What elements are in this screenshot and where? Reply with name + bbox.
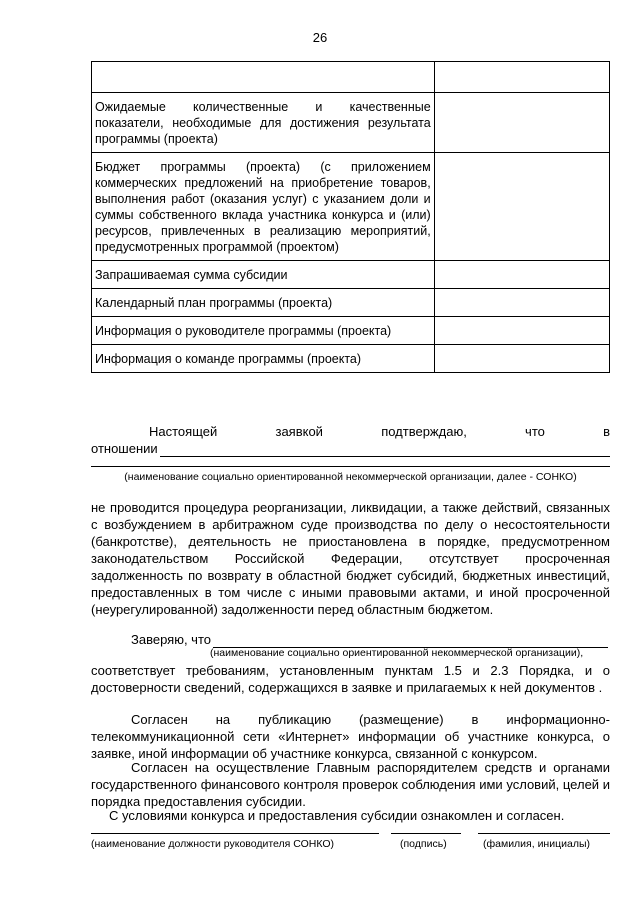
position-caption: (наименование должности руководителя СОНКО) bbox=[91, 838, 335, 850]
certify-label: Заверяю, что bbox=[131, 632, 211, 647]
table-value-cell[interactable] bbox=[434, 153, 609, 261]
table-row bbox=[92, 261, 610, 289]
table-value-cell[interactable] bbox=[434, 93, 609, 153]
table-row bbox=[92, 289, 610, 317]
signature-field[interactable] bbox=[391, 833, 461, 834]
organization-name-field[interactable] bbox=[160, 442, 610, 457]
table-label-cell: Бюджет программы (проекта) (с приложением коммерческих предложений на приобретение товаров, выполнения работ (оказания услуг) с указанием доли и суммы собственного вклада участника конкурса и (или) ресурсов, привлеченных в реализацию мероприятий, предусмотренных программой (проектом) bbox=[92, 153, 435, 261]
table-row bbox=[92, 62, 610, 93]
confirmation-second-line bbox=[91, 440, 610, 457]
table-row bbox=[92, 93, 610, 153]
table-value-cell[interactable] bbox=[434, 62, 609, 93]
confirm-otnoshenii: отношении bbox=[91, 441, 158, 456]
table-label-cell: Календарный план программы (проекта) bbox=[92, 289, 435, 317]
confirmation-statement bbox=[91, 423, 610, 457]
table-label-cell bbox=[92, 62, 435, 93]
paragraph-publication-consent: Согласен на публикацию (размещение) в информационно-телекоммуникационной сети «Интернет» информации об участнике конкурса, о заявке, иной информации об участнике конкурса, связанной с конкурсом. bbox=[91, 712, 610, 761]
table-label-cell: Информация о руководителе программы (проекта) bbox=[92, 317, 435, 345]
table-label-cell: Ожидаемые количественные и качественные показатели, необходимые для достижения результата программы (проекта) bbox=[92, 93, 435, 153]
confirmation-first-line bbox=[91, 423, 610, 440]
page-number: 26 bbox=[312, 30, 328, 45]
organization-caption-2: (наименование социально ориентированной некоммерческой организации), bbox=[210, 647, 584, 659]
name-caption: (фамилия, инициалы) bbox=[483, 838, 590, 850]
table-label-cell: Запрашиваемая сумма субсидии bbox=[92, 261, 435, 289]
confirm-word: в bbox=[603, 424, 610, 439]
table-row bbox=[92, 317, 610, 345]
table-row bbox=[92, 153, 610, 261]
confirm-word: Настоящей bbox=[149, 424, 218, 439]
table-value-cell[interactable] bbox=[434, 289, 609, 317]
name-field[interactable] bbox=[478, 833, 610, 834]
application-form-table bbox=[91, 61, 610, 373]
organization-name-field-continued[interactable] bbox=[91, 466, 610, 467]
certify-organization-field[interactable] bbox=[213, 633, 608, 648]
certify-line bbox=[91, 631, 610, 648]
organization-caption: (наименование социально ориентированной некоммерческой организации, далее - СОНКО) bbox=[124, 471, 577, 483]
paragraph-terms-agreement: С условиями конкурса и предоставления субсидии ознакомлен и согласен. bbox=[109, 808, 565, 823]
table-label-cell: Информация о команде программы (проекта) bbox=[92, 345, 435, 373]
confirm-word: что bbox=[525, 424, 545, 439]
confirm-word: заявкой bbox=[275, 424, 323, 439]
paragraph-compliance: соответствует требованиям, установленным пунктам 1.5 и 2.3 Порядка, и о достоверности сведений, содержащихся в заявке и прилагаемых к ней документов . bbox=[91, 663, 610, 695]
paragraph-no-proceedings: не проводится процедура реорганизации, ликвидации, а также действий, связанных с возбуждением в арбитражном суде производства по делу о несостоятельности (банкротстве), деятельность не приостановлена в порядке, предусмотренном законодательством Российской Федерации, отсутствует просроченная задолженность по возврату в областной бюджет субсидий, бюджетных инвестиций, предоставленных в том числе с иными правовыми актами, и иной просроченной (неурегулированной) задолженности перед областным бюджетом. bbox=[91, 500, 610, 617]
table-value-cell[interactable] bbox=[434, 345, 609, 373]
signature-caption: (подпись) bbox=[400, 838, 447, 850]
position-field[interactable] bbox=[91, 833, 379, 834]
table-row bbox=[92, 345, 610, 373]
table-value-cell[interactable] bbox=[434, 317, 609, 345]
confirm-word: подтверждаю, bbox=[381, 424, 467, 439]
signature-lines bbox=[91, 833, 610, 835]
paragraph-audit-consent: Согласен на осуществление Главным распорядителем средств и органами государственного финансового контроля проверок соблюдения ими условий, целей и порядка предоставления субсидии. bbox=[91, 760, 610, 809]
table-value-cell[interactable] bbox=[434, 261, 609, 289]
